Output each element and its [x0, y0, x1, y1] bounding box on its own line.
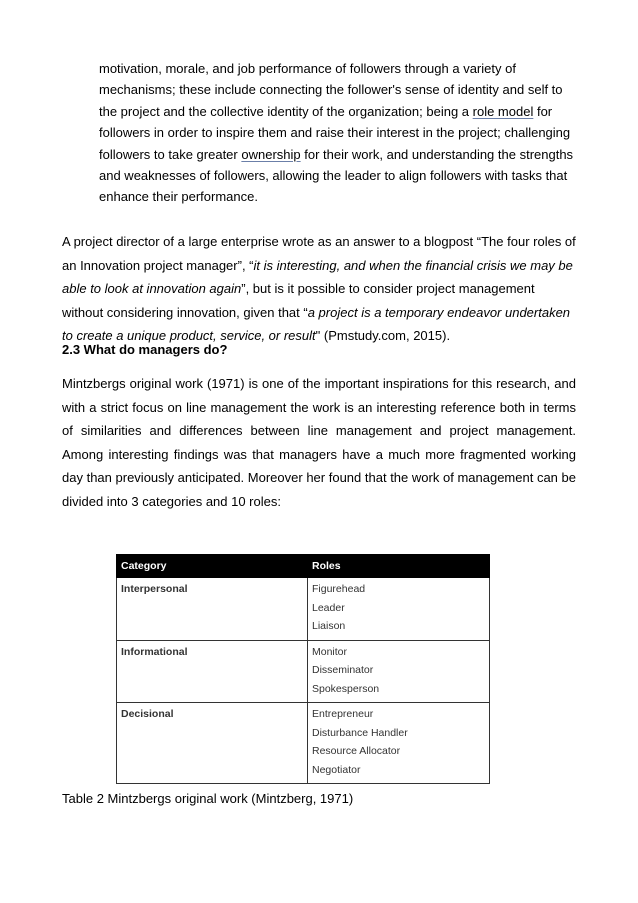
- definition-italic: a project is a temporary endeavor undertaken to create a unique product, service, or result: [62, 304, 571, 344]
- category-cell: Decisional: [117, 703, 308, 784]
- role-item: Resource Allocator: [312, 745, 401, 757]
- role-item: Leader: [312, 601, 345, 614]
- text-line: [99, 144, 599, 165]
- text-fragment: ”, but is it possible to consider project management without considering innovation, given that “: [62, 281, 535, 320]
- text-line: motivation, morale, and job performance of followers through a variety of: [99, 61, 516, 76]
- roles-cell: [308, 578, 490, 641]
- text-fragment: A project director of a large enterprise wrote as an answer to a blogpost “The four roles of an Innovation project manager”, “: [62, 234, 576, 273]
- text-fragment: for their work, and understanding the strengths: [300, 146, 574, 162]
- continued-paragraph: [99, 58, 599, 208]
- text-line: and weaknesses of followers, allowing the leader to align followers with tasks that: [99, 168, 568, 184]
- table-row: [117, 703, 490, 784]
- column-header-roles: Roles: [308, 555, 490, 578]
- text-fragment: the project and the collective identity of the organization; being a: [99, 103, 473, 119]
- paragraph-mintzberg: Mintzbergs original work (1971) is one of the important inspirations for this research, and with a strict focus on line management the work is an interesting reference both in terms of similarities and differences between line management and project management. Among interesting findings was that managers have a much more fragmented working day than previously anticipated. Moreover her found that the work of management can be divided into 3 categories and 10 roles:: [62, 376, 576, 509]
- roles-cell: [308, 703, 490, 784]
- role-item: Figurehead: [312, 583, 366, 595]
- column-header-category: Category: [117, 555, 308, 578]
- roles-cell: [308, 640, 490, 703]
- paragraph-project-director: [62, 230, 576, 348]
- table-caption: Table 2 Mintzbergs original work (Mintzberg, 1971): [62, 791, 354, 806]
- role-model-link[interactable]: role model: [472, 103, 534, 119]
- table-row: [117, 640, 490, 703]
- quote-italic: it is interesting, and when the financial crisis we may be able to look at innovation again: [62, 257, 573, 297]
- role-item: Spokesperson: [312, 682, 380, 695]
- mintzberg-roles-table: [116, 554, 490, 784]
- category-cell: Interpersonal: [117, 578, 308, 641]
- citation: " (Pmstudy.com, 2015).: [315, 328, 451, 344]
- role-item: Disturbance Handler: [312, 726, 408, 739]
- section-heading: 2.3 What do managers do?: [62, 342, 228, 357]
- text-fragment: for: [533, 103, 553, 119]
- table-row: [117, 578, 490, 641]
- role-item: Entrepreneur: [312, 708, 374, 720]
- role-item: Monitor: [312, 645, 348, 658]
- text-line: followers in order to inspire them and raise their interest in the project; challenging: [99, 125, 571, 141]
- role-item: Liaison: [312, 620, 346, 632]
- text-line: [99, 101, 599, 122]
- role-item: Disseminator: [312, 664, 374, 676]
- text-fragment: followers to take greater: [99, 146, 242, 162]
- role-item: Negotiator: [312, 763, 361, 776]
- table-header-row: [117, 555, 490, 578]
- ownership-link[interactable]: ownership: [241, 146, 301, 162]
- text-line: mechanisms; these include connecting the follower's sense of identity and self to: [99, 82, 563, 98]
- category-cell: Informational: [117, 640, 308, 703]
- text-line: enhance their performance.: [99, 189, 258, 205]
